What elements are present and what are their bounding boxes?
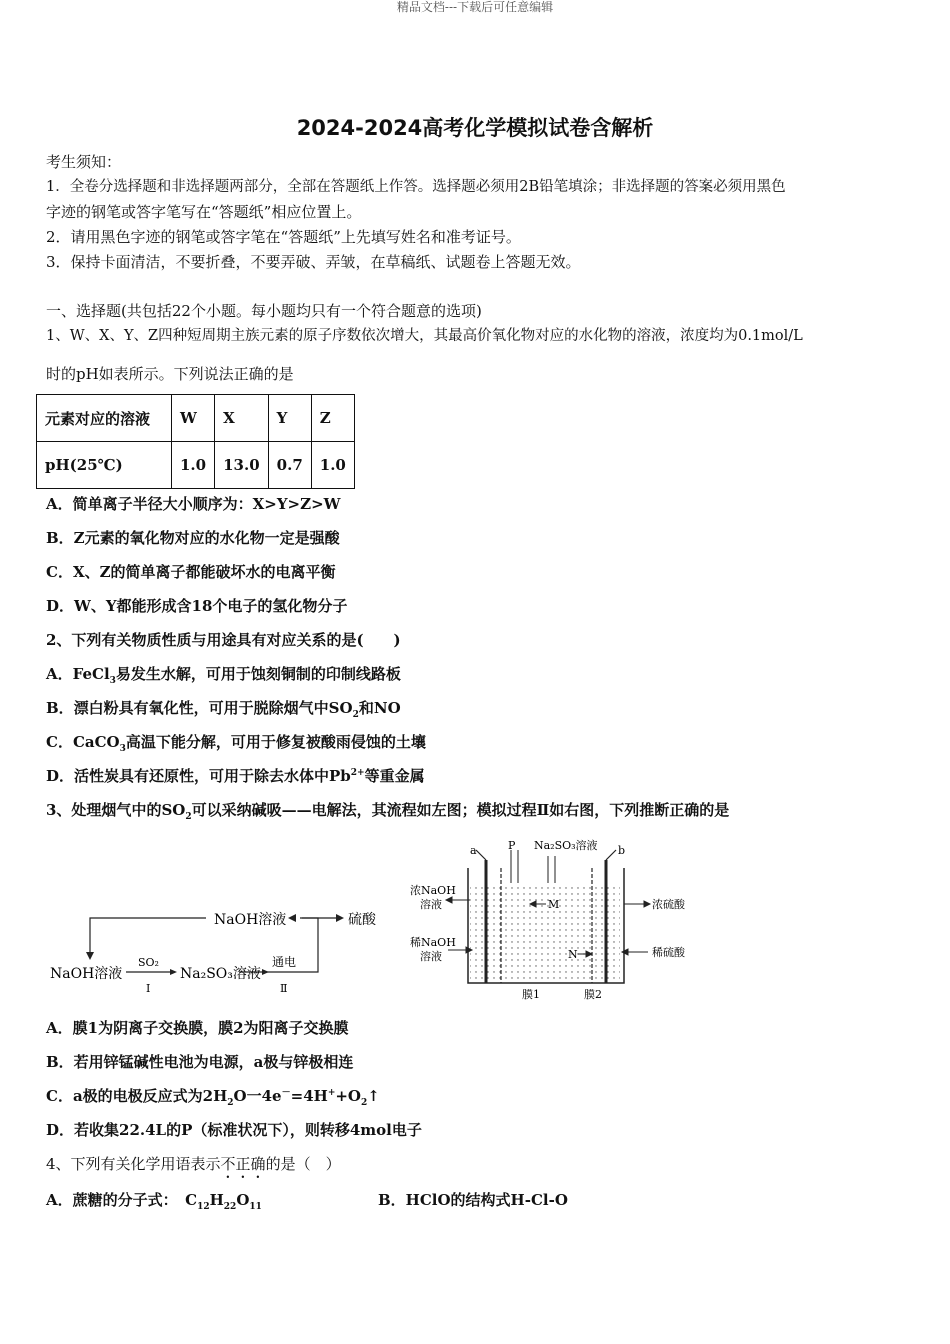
q2-option-a: A．FeCl$_3$易发生水解，可用于蚀刻铜制的印制线路板 xyxy=(46,665,401,686)
q4-option-b: B．HClO的结构式H-Cl-O xyxy=(378,1191,568,1209)
conc-naoh-label-1: 浓NaOH xyxy=(410,884,456,897)
electrode-a-lead xyxy=(476,850,486,860)
flow-step1: Ⅰ xyxy=(146,982,151,995)
table-header-cell: W xyxy=(172,395,215,442)
membrane-2-label: 膜2 xyxy=(584,988,602,1001)
q4-emphasis: 不正确 xyxy=(220,1155,266,1173)
electrolyte xyxy=(470,883,620,983)
na2so3-label: Na₂SO₃溶液 xyxy=(534,839,598,852)
q1-stem-line-1: 1、W、X、Y、Z四种短周期主族元素的原子序数依次增大，其最高价氧化物对应的水化物的溶液，浓度均为0.1mol/L xyxy=(46,328,803,344)
flow-arrowhead xyxy=(86,952,94,960)
notice-heading: 考生须知： xyxy=(46,153,122,171)
q3-option-b: B．若用锌锰碱性电池为电源，a极与锌极相连 xyxy=(46,1053,354,1071)
arrowhead xyxy=(622,949,628,955)
q1-option-a: A．简单离子半径大小顺序为：X>Y>Z>W xyxy=(46,495,341,513)
page-header: 精品文档---下载后可任意编辑 xyxy=(396,0,554,14)
table-cell: 1.0 xyxy=(172,442,215,489)
notice-item-1-line-1: 1．全卷分选择题和非选择题两部分，全部在答题纸上作答。选择题必须用2B铅笔填涂；非选择题的答案必须用黑色 xyxy=(46,179,786,195)
flow-electrify: 通电 xyxy=(272,955,297,969)
table-cell: 13.0 xyxy=(215,442,269,489)
q2-option-b: B．漂白粉具有氧化性，可用于脱除烟气中$SO_2$和NO xyxy=(46,699,401,720)
conc-naoh-label-2: 溶液 xyxy=(420,898,442,911)
electrode-a-label: a xyxy=(470,844,477,857)
q1-stem-line-2: 时的pH如表所示。下列说法正确的是 xyxy=(46,365,294,383)
q2-option-c: C．CaCO$_3$高温下能分解，可用于修复被酸雨侵蚀的土壤 xyxy=(46,733,426,754)
q3-stem: 3、处理烟气中的$SO_2$可以采纳碱吸——电解法，其流程如左图；模拟过程Ⅱ如右图，下列推断正确的是 xyxy=(46,801,730,822)
q1-option-d: D．W、Y都能形成含18个电子的氢化物分子 xyxy=(46,597,348,615)
q1-option-b: B．Z元素的氧化物对应的水化物一定是强酸 xyxy=(46,529,340,547)
dil-acid-label: 稀硫酸 xyxy=(652,946,685,959)
q2-stem: 2、下列有关物质性质与用途具有对应关系的是( ) xyxy=(46,631,401,649)
flow-start: NaOH溶液 xyxy=(50,966,123,982)
q3-option-c: C．a极的电极反应式为$2H_2O$一$4e^-=4H^++O_2↑$ xyxy=(46,1087,380,1108)
flow-na2so3: Na₂SO₃溶液 xyxy=(180,966,261,982)
membrane-1-label: 膜1 xyxy=(522,988,540,1001)
conc-acid-label: 浓硫酸 xyxy=(652,898,685,911)
table-header-cell: Y xyxy=(268,395,311,442)
electrolysis-cell-diagram xyxy=(408,838,708,1008)
notice-item-2: 2．请用黑色字迹的钢笔或答字笔在“答题纸”上先填写姓名和准考证号。 xyxy=(46,228,521,246)
q3-option-d: D．若收集22.4L的P（标准状况下），则转移4mol电子 xyxy=(46,1121,422,1139)
q4-stem: 4、下列有关化学用语表示不正确的是（ ） xyxy=(46,1155,341,1173)
flow-sulfuric: 硫酸 xyxy=(348,912,376,928)
flow-diagram xyxy=(46,900,386,1005)
notice-item-3: 3．保持卡面清洁，不要折叠，不要弄破、弄皱，在草稿纸、试题卷上答题无效。 xyxy=(46,253,581,271)
dil-naoh-label-2: 溶液 xyxy=(420,950,442,963)
electrode-b-lead xyxy=(606,850,616,860)
table-cell: 0.7 xyxy=(268,442,311,489)
table-cell: pH(25℃) xyxy=(37,442,172,489)
table-cell: 1.0 xyxy=(311,442,354,489)
table-header-row xyxy=(37,395,355,442)
dil-naoh-label-1: 稀NaOH xyxy=(410,936,456,949)
ph-table xyxy=(36,394,355,489)
n-label: N xyxy=(568,948,578,961)
arrowhead xyxy=(446,897,452,903)
table-header-cell: X xyxy=(215,395,269,442)
q4-option-a: A．蔗糖的分子式： $C_{12}H_{22}O_{11}$ xyxy=(46,1191,262,1212)
page-title: 2024-2024高考化学模拟试卷含解析 xyxy=(296,116,654,140)
p-label: P xyxy=(508,839,516,852)
arrowhead xyxy=(644,901,650,907)
q1-option-c: C．X、Z的简单离子都能破坏水的电离平衡 xyxy=(46,563,336,581)
table-row xyxy=(37,442,355,489)
table-header-cell: 元素对应的溶液 xyxy=(37,395,172,442)
table-header-cell: Z xyxy=(311,395,354,442)
flow-step2: Ⅱ xyxy=(280,982,288,995)
notice-item-1-line-2: 字迹的钢笔或答字笔写在“答题纸”相应位置上。 xyxy=(46,203,362,221)
flow-naoh-solution: NaOH溶液 xyxy=(214,912,287,928)
flow-so2: SO₂ xyxy=(138,956,159,969)
flow-arrowhead xyxy=(288,914,296,922)
q2-option-d: D．活性炭具有还原性，可用于除去水体中$Pb^{2+}$等重金属 xyxy=(46,767,425,785)
q3-option-a: A．膜1为阴离子交换膜，膜2为阳离子交换膜 xyxy=(46,1019,349,1037)
flow-return-line xyxy=(90,918,206,954)
m-label: M xyxy=(548,898,560,911)
electrode-b-label: b xyxy=(618,844,626,857)
section-heading: 一、选择题(共包括22个小题。每小题均只有一个符合题意的选项) xyxy=(46,302,482,320)
